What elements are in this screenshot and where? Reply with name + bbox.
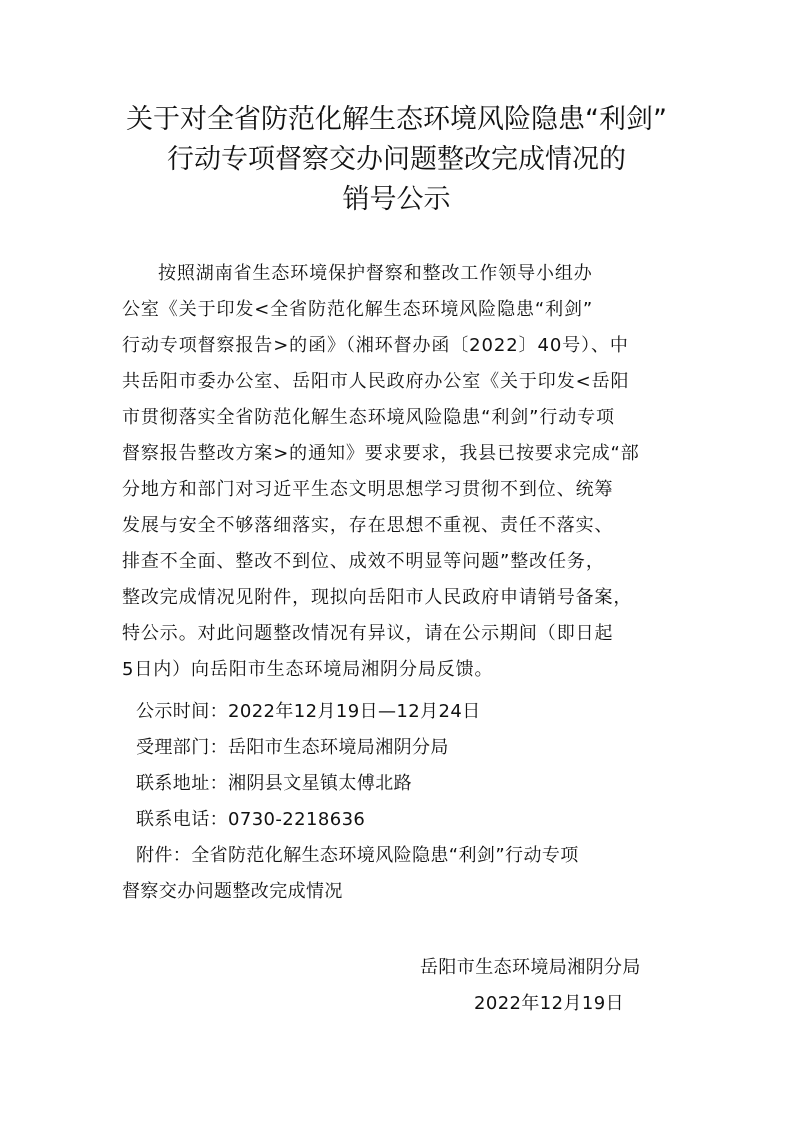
attachment-line-1: 附件：全省防范化解生态环境风险隐患“利剑”行动专项 [136,845,579,866]
body-line: 督察报告整改方案>的通知》要求要求，我县已按要求完成“部 [122,443,640,464]
body-line: 整改完成情况见附件，现拟向岳阳市人民政府申请销号备案， [122,587,633,608]
title-line-2: 行动专项督察交办问题整改完成情况的 [167,144,626,175]
contact-address: 联系地址：湘阴县文星镇太傅北路 [136,773,412,794]
signature-org: 岳阳市生态环境局湘阴分局 [420,957,641,978]
receiving-department: 受理部门：岳阳市生态环境局湘阴分局 [136,737,449,758]
announcement-time: 公示时间：2022年12月19日—12月24日 [136,701,481,722]
body-line: 行动专项督察报告>的函》（湘环督办函〔2022〕40号）、中 [122,335,629,356]
body-line: 发展与安全不够落细落实，存在思想不重视、责任不落实、 [122,515,614,536]
body-line: 共岳阳市委办公室、岳阳市人民政府办公室《关于印发<岳阳 [122,371,630,392]
body-line: 排查不全面、整改不到位、成效不明显等问题”整改任务， [122,551,605,572]
body-line: 按照湖南省生态环境保护督察和整改工作领导小组办 [158,263,593,284]
body-line: 特公示。对此问题整改情况有异议，请在公示期间（即日起 [122,623,614,644]
contact-phone: 联系电话：0730-2218636 [136,809,366,830]
body-line: 5日内）向岳阳市生态环境局湘阴分局反馈。 [122,659,494,680]
title-line-1: 关于对全省防范化解生态环境风险隐患“利剑” [126,104,667,135]
attachment-line-2: 督察交办问题整改完成情况 [122,881,343,902]
body-line: 市贯彻落实全省防范化解生态环境风险隐患“利剑”行动专项 [122,407,615,428]
signature-date: 2022年12月19日 [474,993,625,1014]
body-line: 分地方和部门对习近平生态文明思想学习贯彻不到位、统筹 [122,479,614,500]
page-title [90,100,703,220]
title-line-3: 销号公示 [342,184,451,215]
body-line: 公室《关于印发<全省防范化解生态环境风险隐患“利剑” [122,299,594,320]
